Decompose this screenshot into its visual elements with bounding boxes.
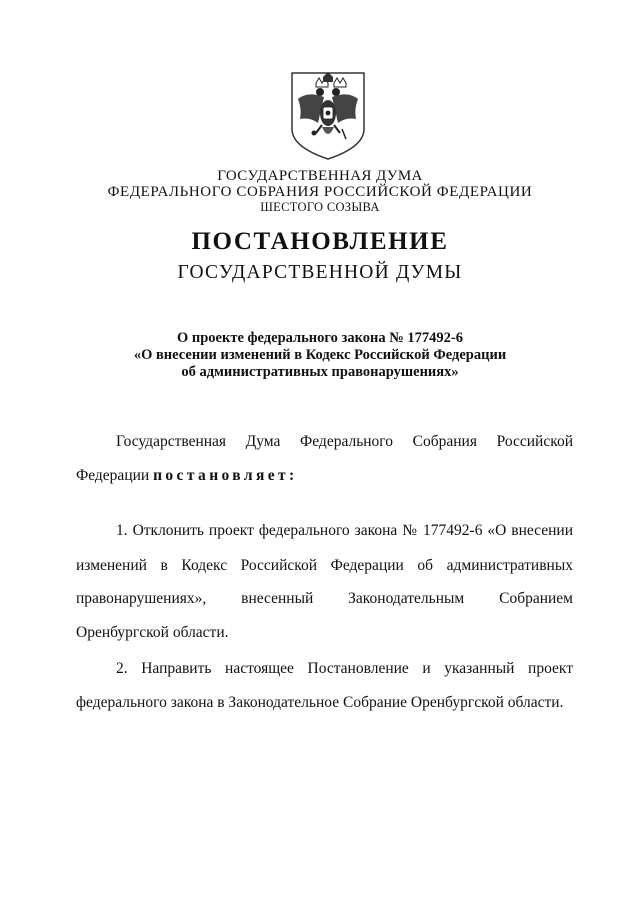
header-line-1: ГОСУДАРСТВЕННАЯ ДУМА: [217, 168, 423, 184]
document-subtitle: ГОСУДАРСТВЕННОЙ ДУМЫ: [177, 262, 463, 283]
item1-line-3: правонарушениях», внесенный Законодательным Собранием: [76, 590, 573, 607]
subject-line-3: об административных правонарушениях»: [181, 364, 459, 380]
item1-line-1: 1. Отклонить проект федерального закона № 177492-6 «О внесении: [116, 522, 573, 539]
preamble-line-1: Государственная Дума Федерального Собрания Российской: [116, 433, 573, 450]
coat-of-arms-emblem: [288, 69, 368, 161]
subject-line-2: «О внесении изменений в Кодекс Российской Федерации: [133, 347, 507, 363]
preamble-federation: Федерации: [76, 467, 150, 484]
item2-line-2: федерального закона в Законодательное Собрание Оренбургской области.: [76, 694, 564, 711]
header-line-2: ФЕДЕРАЛЬНОГО СОБРАНИЯ РОССИЙСКОЙ ФЕДЕРАЦИИ: [107, 184, 533, 200]
preamble-line-2: [76, 467, 573, 485]
subject-line-1: О проекте федерального закона № 177492-6: [176, 330, 464, 346]
item1-line-2: изменений в Кодекс Российской Федерации об административных: [76, 557, 573, 574]
item1-line-4: Оренбургской области.: [76, 624, 229, 641]
preamble-resolves: постановляет:: [153, 467, 298, 484]
header-line-3: ШЕСТОГО СОЗЫВА: [260, 200, 380, 214]
item2-line-1: 2. Направить настоящее Постановление и указанный проект: [116, 660, 573, 677]
document-title: ПОСТАНОВЛЕНИЕ: [191, 228, 449, 255]
